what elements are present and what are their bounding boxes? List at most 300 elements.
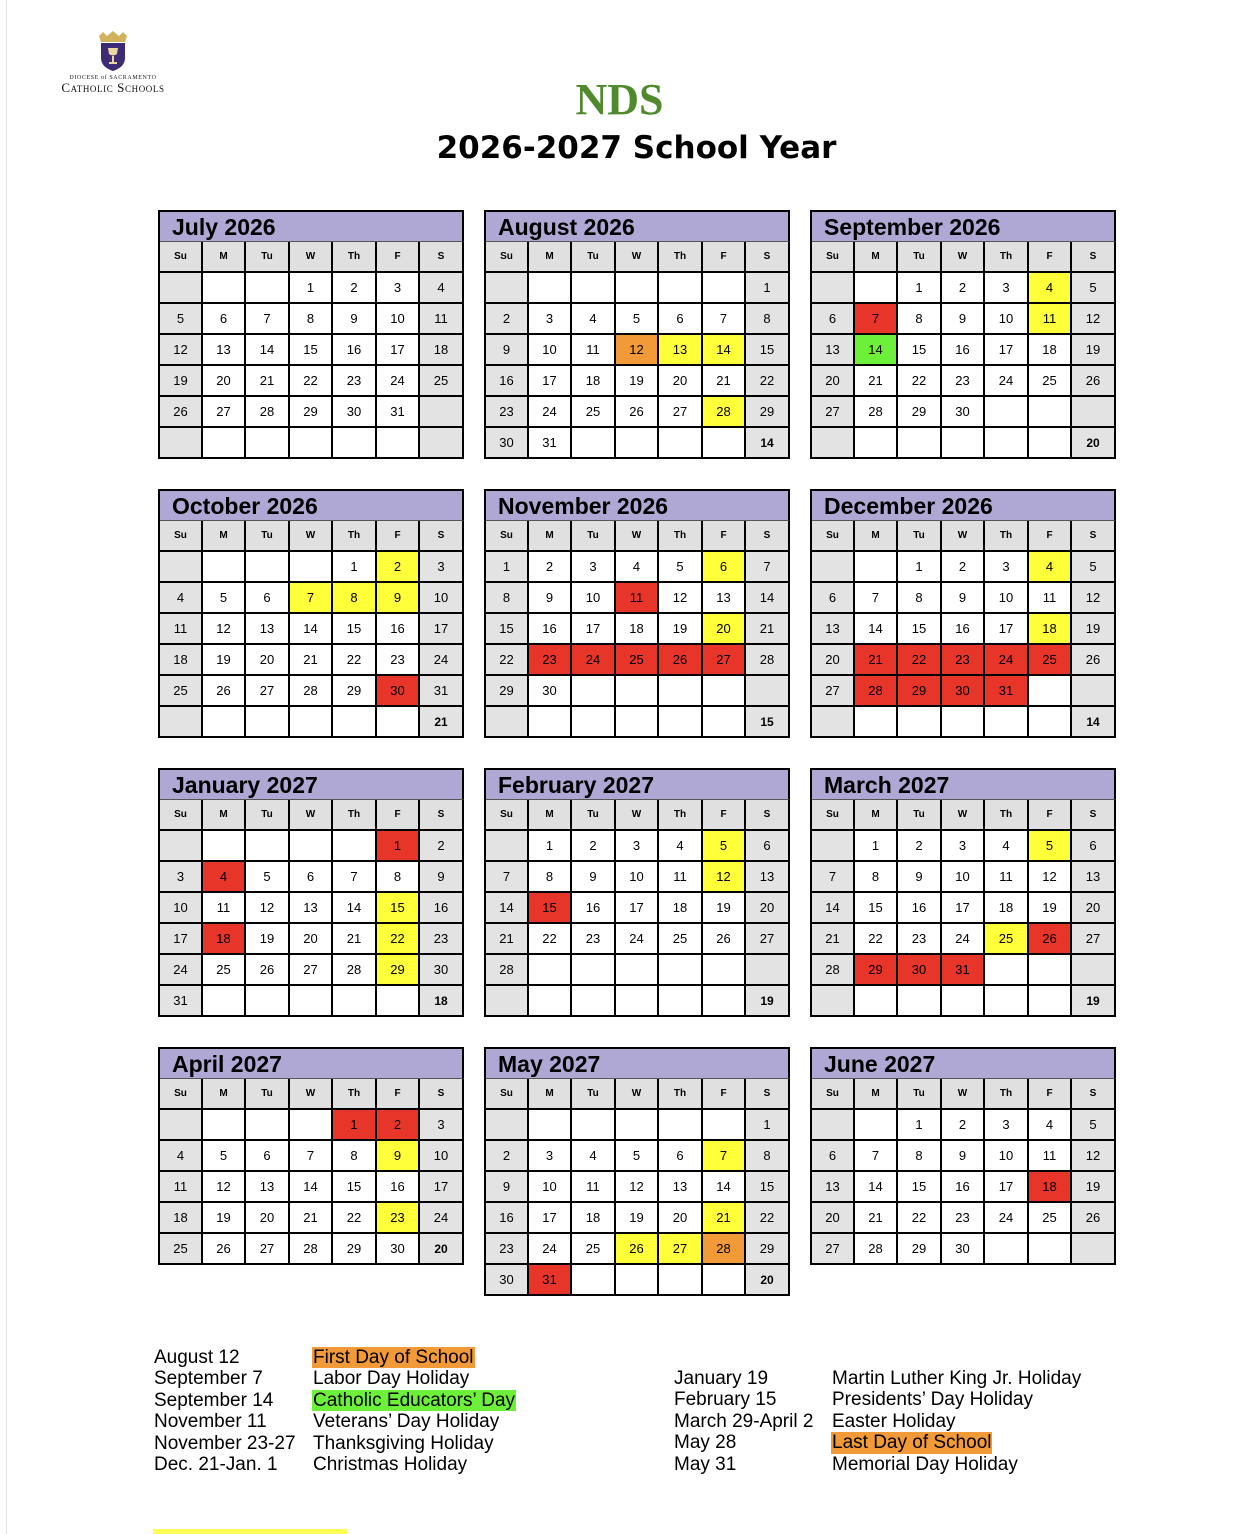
empty-cell <box>616 955 659 986</box>
empty-cell <box>703 986 746 1017</box>
day-cell: 17 <box>160 924 203 955</box>
weekday-label: S <box>1072 521 1116 552</box>
day-cell: 30 <box>942 676 985 707</box>
day-cell: 26 <box>616 1234 659 1265</box>
weekday-label: Su <box>486 1079 529 1110</box>
empty-cell <box>572 428 616 459</box>
legend-date: September 7 <box>154 1368 263 1390</box>
day-cell: 12 <box>1072 304 1116 335</box>
day-cell: 15 <box>898 1172 942 1203</box>
weekday-label: S <box>746 800 790 831</box>
day-cell: 24 <box>985 645 1029 676</box>
day-cell: 13 <box>203 335 246 366</box>
empty-cell <box>812 552 855 583</box>
day-cell: 18 <box>572 1203 616 1234</box>
day-cell: 28 <box>855 1234 898 1265</box>
day-cell: 31 <box>420 676 464 707</box>
empty-cell <box>1029 676 1072 707</box>
day-cell: 4 <box>1029 1110 1072 1141</box>
day-cell: 14 <box>855 1172 898 1203</box>
weekday-label: F <box>703 521 746 552</box>
day-cell: 22 <box>290 366 333 397</box>
day-cell: 25 <box>985 924 1029 955</box>
day-cell: 9 <box>529 583 572 614</box>
day-cell: 22 <box>486 645 529 676</box>
day-cell: 22 <box>855 924 898 955</box>
day-cell: 13 <box>659 1172 703 1203</box>
weekday-label: Th <box>659 242 703 273</box>
day-cell: 14 <box>855 614 898 645</box>
empty-cell <box>659 986 703 1017</box>
month-december-2026 <box>810 489 1116 738</box>
school-days-total: 14 <box>746 428 790 459</box>
day-cell: 22 <box>529 924 572 955</box>
empty-cell <box>290 707 333 738</box>
day-cell: 4 <box>659 831 703 862</box>
weekday-label: W <box>290 521 333 552</box>
legend-date: August 12 <box>154 1347 240 1368</box>
school-days-total: 18 <box>420 986 464 1017</box>
day-cell: 21 <box>486 924 529 955</box>
empty-cell <box>529 707 572 738</box>
diocese-shield-icon <box>93 30 133 72</box>
day-cell: 27 <box>812 1234 855 1265</box>
day-cell: 24 <box>942 924 985 955</box>
day-cell: 24 <box>160 955 203 986</box>
day-cell: 8 <box>855 862 898 893</box>
empty-cell <box>1029 397 1072 428</box>
month-january-2027 <box>158 768 464 1017</box>
empty-cell <box>746 955 790 986</box>
day-cell: 1 <box>898 273 942 304</box>
day-cell: 9 <box>420 862 464 893</box>
legend-date: February 15 <box>674 1389 777 1411</box>
weekday-label: Th <box>333 521 377 552</box>
day-cell: 9 <box>377 1141 420 1172</box>
empty-cell <box>486 831 529 862</box>
weekday-label: Su <box>486 521 529 552</box>
day-cell: 2 <box>942 1110 985 1141</box>
day-cell: 23 <box>420 924 464 955</box>
empty-cell <box>703 955 746 986</box>
day-cell: 17 <box>985 1172 1029 1203</box>
school-days-total: 19 <box>1072 986 1116 1017</box>
month-october-2026 <box>158 489 464 738</box>
day-cell: 30 <box>486 428 529 459</box>
day-cell: 26 <box>203 1234 246 1265</box>
weekday-label: S <box>1072 1079 1116 1110</box>
empty-cell <box>160 1110 203 1141</box>
day-cell: 5 <box>659 552 703 583</box>
day-cell: 17 <box>572 614 616 645</box>
day-cell: 8 <box>529 862 572 893</box>
empty-cell <box>855 428 898 459</box>
empty-cell <box>160 707 203 738</box>
day-cell: 4 <box>985 831 1029 862</box>
weekday-label: W <box>616 521 659 552</box>
day-cell: 28 <box>855 397 898 428</box>
day-cell: 6 <box>246 1141 290 1172</box>
day-cell: 22 <box>333 645 377 676</box>
empty-cell <box>246 707 290 738</box>
day-cell: 30 <box>942 1234 985 1265</box>
day-cell: 4 <box>572 1141 616 1172</box>
day-cell: 14 <box>486 893 529 924</box>
empty-cell <box>160 428 203 459</box>
logo-line2: Catholic Schools <box>61 80 165 95</box>
empty-cell <box>985 955 1029 986</box>
day-cell: 1 <box>290 273 333 304</box>
empty-cell <box>529 986 572 1017</box>
school-days-total: 20 <box>746 1265 790 1296</box>
day-cell: 15 <box>377 893 420 924</box>
month-title: July 2026 <box>160 212 464 242</box>
empty-cell <box>898 986 942 1017</box>
weekday-label: Tu <box>246 521 290 552</box>
day-cell: 20 <box>746 893 790 924</box>
day-cell: 13 <box>246 614 290 645</box>
day-cell: 16 <box>572 893 616 924</box>
empty-cell <box>855 1110 898 1141</box>
day-cell: 17 <box>377 335 420 366</box>
day-cell: 18 <box>160 1203 203 1234</box>
empty-cell <box>377 986 420 1017</box>
empty-cell <box>1072 955 1116 986</box>
day-cell: 9 <box>572 862 616 893</box>
day-cell: 2 <box>333 273 377 304</box>
month-april-2027 <box>158 1047 464 1265</box>
day-cell: 25 <box>160 1234 203 1265</box>
empty-cell <box>529 1110 572 1141</box>
weekday-label: M <box>855 242 898 273</box>
legend-event: First Day of School <box>313 1347 474 1368</box>
day-cell: 7 <box>855 583 898 614</box>
day-cell: 11 <box>616 583 659 614</box>
day-cell: 26 <box>203 676 246 707</box>
weekday-label: Tu <box>572 1079 616 1110</box>
day-cell: 20 <box>246 645 290 676</box>
weekday-label: M <box>529 521 572 552</box>
day-cell: 3 <box>985 273 1029 304</box>
month-march-2027 <box>810 768 1116 1017</box>
day-cell: 16 <box>486 1203 529 1234</box>
weekday-label: S <box>746 1079 790 1110</box>
weekday-label: F <box>1029 242 1072 273</box>
day-cell: 27 <box>812 397 855 428</box>
day-cell: 29 <box>377 955 420 986</box>
day-cell: 10 <box>529 1172 572 1203</box>
day-cell: 5 <box>1029 831 1072 862</box>
weekday-label: Tu <box>572 800 616 831</box>
school-year-title: 2026-2027 School Year <box>436 130 837 166</box>
empty-cell <box>529 955 572 986</box>
weekday-label: M <box>855 800 898 831</box>
day-cell: 1 <box>377 831 420 862</box>
day-cell: 31 <box>529 428 572 459</box>
day-cell: 11 <box>1029 583 1072 614</box>
empty-cell <box>616 676 659 707</box>
day-cell: 3 <box>377 273 420 304</box>
day-cell: 25 <box>572 1234 616 1265</box>
legend-event: Thanksgiving Holiday <box>313 1432 494 1454</box>
day-cell: 1 <box>333 552 377 583</box>
day-cell: 6 <box>1072 831 1116 862</box>
day-cell: 13 <box>812 335 855 366</box>
day-cell: 28 <box>486 955 529 986</box>
weekday-label: W <box>942 800 985 831</box>
day-cell: 10 <box>985 304 1029 335</box>
day-cell: 4 <box>160 583 203 614</box>
day-cell: 7 <box>855 304 898 335</box>
weekday-label: S <box>1072 800 1116 831</box>
day-cell: 23 <box>942 366 985 397</box>
empty-cell <box>855 552 898 583</box>
empty-cell <box>246 986 290 1017</box>
empty-cell <box>616 986 659 1017</box>
day-cell: 31 <box>377 397 420 428</box>
day-cell: 30 <box>420 955 464 986</box>
empty-cell <box>898 428 942 459</box>
day-cell: 7 <box>703 304 746 335</box>
month-august-2026 <box>484 210 790 459</box>
day-cell: 13 <box>703 583 746 614</box>
month-title: March 2027 <box>812 770 1116 800</box>
empty-cell <box>616 428 659 459</box>
day-cell: 2 <box>898 831 942 862</box>
day-cell: 17 <box>529 366 572 397</box>
empty-cell <box>1029 428 1072 459</box>
day-cell: 28 <box>746 645 790 676</box>
weekday-label: W <box>616 1079 659 1110</box>
day-cell: 10 <box>985 583 1029 614</box>
month-grid <box>812 242 1116 459</box>
empty-cell <box>1029 986 1072 1017</box>
school-days-total: 20 <box>420 1234 464 1265</box>
day-cell: 18 <box>985 893 1029 924</box>
day-cell: 5 <box>246 862 290 893</box>
month-grid <box>486 521 790 738</box>
empty-cell <box>290 986 333 1017</box>
day-cell: 23 <box>333 366 377 397</box>
day-cell: 29 <box>855 955 898 986</box>
empty-cell <box>703 1110 746 1141</box>
day-cell: 18 <box>420 335 464 366</box>
day-cell: 17 <box>985 614 1029 645</box>
empty-cell <box>203 707 246 738</box>
weekday-label: Th <box>659 800 703 831</box>
day-cell: 27 <box>812 676 855 707</box>
day-cell: 23 <box>942 645 985 676</box>
month-title: January 2027 <box>160 770 464 800</box>
day-cell: 1 <box>855 831 898 862</box>
weekday-label: Su <box>160 800 203 831</box>
day-cell: 21 <box>855 1203 898 1234</box>
weekday-label: W <box>942 521 985 552</box>
month-september-2026 <box>810 210 1116 459</box>
weekday-label: Th <box>985 1079 1029 1110</box>
day-cell: 23 <box>486 1234 529 1265</box>
day-cell: 1 <box>898 552 942 583</box>
day-cell: 16 <box>377 1172 420 1203</box>
day-cell: 3 <box>572 552 616 583</box>
day-cell: 15 <box>746 335 790 366</box>
day-cell: 19 <box>203 645 246 676</box>
empty-cell <box>1072 397 1116 428</box>
empty-cell <box>290 1110 333 1141</box>
day-cell: 27 <box>246 1234 290 1265</box>
day-cell: 11 <box>420 304 464 335</box>
month-grid <box>812 800 1116 1017</box>
weekday-label: M <box>529 1079 572 1110</box>
empty-cell <box>290 831 333 862</box>
day-cell: 2 <box>377 552 420 583</box>
legend-date: January 19 <box>674 1368 769 1389</box>
day-cell: 6 <box>812 583 855 614</box>
page-left-rule <box>6 0 7 1534</box>
empty-cell <box>616 707 659 738</box>
weekday-label: M <box>855 1079 898 1110</box>
day-cell: 17 <box>616 893 659 924</box>
day-cell: 9 <box>377 583 420 614</box>
empty-cell <box>1072 676 1116 707</box>
day-cell: 16 <box>529 614 572 645</box>
empty-cell <box>420 397 464 428</box>
day-cell: 8 <box>898 304 942 335</box>
day-cell: 27 <box>659 1234 703 1265</box>
day-cell: 21 <box>703 366 746 397</box>
day-cell: 19 <box>703 893 746 924</box>
empty-cell <box>333 707 377 738</box>
empty-cell <box>985 986 1029 1017</box>
weekday-label: S <box>420 521 464 552</box>
day-cell: 28 <box>812 955 855 986</box>
day-cell: 7 <box>746 552 790 583</box>
month-title: September 2026 <box>812 212 1116 242</box>
day-cell: 10 <box>985 1141 1029 1172</box>
day-cell: 20 <box>203 366 246 397</box>
legend-date: November 11 <box>154 1411 267 1433</box>
day-cell: 9 <box>942 1141 985 1172</box>
day-cell: 20 <box>812 366 855 397</box>
day-cell: 19 <box>616 1203 659 1234</box>
day-cell: 20 <box>812 1203 855 1234</box>
weekday-label: M <box>203 521 246 552</box>
day-cell: 9 <box>942 583 985 614</box>
month-grid <box>160 1079 464 1265</box>
day-cell: 24 <box>529 1234 572 1265</box>
day-cell: 11 <box>1029 304 1072 335</box>
weekday-label: S <box>420 242 464 273</box>
day-cell: 19 <box>1072 614 1116 645</box>
day-cell: 18 <box>160 645 203 676</box>
day-cell: 10 <box>616 862 659 893</box>
school-days-total: 14 <box>1072 707 1116 738</box>
legend-event: Labor Day Holiday <box>313 1368 470 1390</box>
weekday-label: Th <box>333 800 377 831</box>
day-cell: 30 <box>486 1265 529 1296</box>
empty-cell <box>486 986 529 1017</box>
day-cell: 11 <box>160 1172 203 1203</box>
day-cell: 11 <box>659 862 703 893</box>
weekday-label: S <box>420 1079 464 1110</box>
month-grid <box>160 521 464 738</box>
month-grid <box>160 800 464 1017</box>
day-cell: 15 <box>898 335 942 366</box>
day-cell: 16 <box>420 893 464 924</box>
empty-cell <box>420 428 464 459</box>
day-cell: 3 <box>529 1141 572 1172</box>
empty-cell <box>659 273 703 304</box>
day-cell: 24 <box>529 397 572 428</box>
day-cell: 14 <box>246 335 290 366</box>
day-cell: 5 <box>160 304 203 335</box>
day-cell: 5 <box>1072 273 1116 304</box>
day-cell: 10 <box>420 583 464 614</box>
day-cell: 15 <box>855 893 898 924</box>
day-cell: 29 <box>746 1234 790 1265</box>
empty-cell <box>246 552 290 583</box>
day-cell: 28 <box>290 676 333 707</box>
empty-cell <box>659 676 703 707</box>
day-cell: 25 <box>616 645 659 676</box>
day-cell: 7 <box>246 304 290 335</box>
day-cell: 17 <box>420 614 464 645</box>
day-cell: 27 <box>1072 924 1116 955</box>
weekday-label: M <box>203 800 246 831</box>
day-cell: 3 <box>160 862 203 893</box>
day-cell: 18 <box>203 924 246 955</box>
empty-cell <box>812 707 855 738</box>
day-cell: 20 <box>659 1203 703 1234</box>
empty-cell <box>703 676 746 707</box>
day-cell: 5 <box>203 583 246 614</box>
weekday-label: W <box>616 242 659 273</box>
day-cell: 5 <box>616 1141 659 1172</box>
legend-date: September 14 <box>154 1389 274 1411</box>
day-cell: 18 <box>659 893 703 924</box>
month-june-2027 <box>810 1047 1116 1265</box>
weekday-label: Su <box>486 242 529 273</box>
empty-cell <box>942 986 985 1017</box>
day-cell: 17 <box>420 1172 464 1203</box>
day-cell: 29 <box>746 397 790 428</box>
empty-cell <box>659 955 703 986</box>
day-cell: 19 <box>1029 893 1072 924</box>
weekday-label: Su <box>486 800 529 831</box>
month-title: October 2026 <box>160 491 464 521</box>
empty-cell <box>486 273 529 304</box>
day-cell: 15 <box>898 614 942 645</box>
day-cell: 8 <box>746 1141 790 1172</box>
day-cell: 8 <box>486 583 529 614</box>
month-grid <box>160 242 464 459</box>
weekday-label: S <box>1072 242 1116 273</box>
empty-cell <box>572 955 616 986</box>
weekday-label: W <box>942 242 985 273</box>
weekday-label: Su <box>160 521 203 552</box>
empty-cell <box>486 707 529 738</box>
empty-cell <box>246 831 290 862</box>
month-title: June 2027 <box>812 1049 1116 1079</box>
empty-cell <box>855 273 898 304</box>
day-cell: 3 <box>529 304 572 335</box>
empty-cell <box>333 986 377 1017</box>
empty-cell <box>203 552 246 583</box>
empty-cell <box>985 1234 1029 1265</box>
weekday-label: Su <box>160 1079 203 1110</box>
legend-event: Veterans’ Day Holiday <box>313 1411 500 1433</box>
legend-event: Last Day of School <box>832 1432 992 1454</box>
